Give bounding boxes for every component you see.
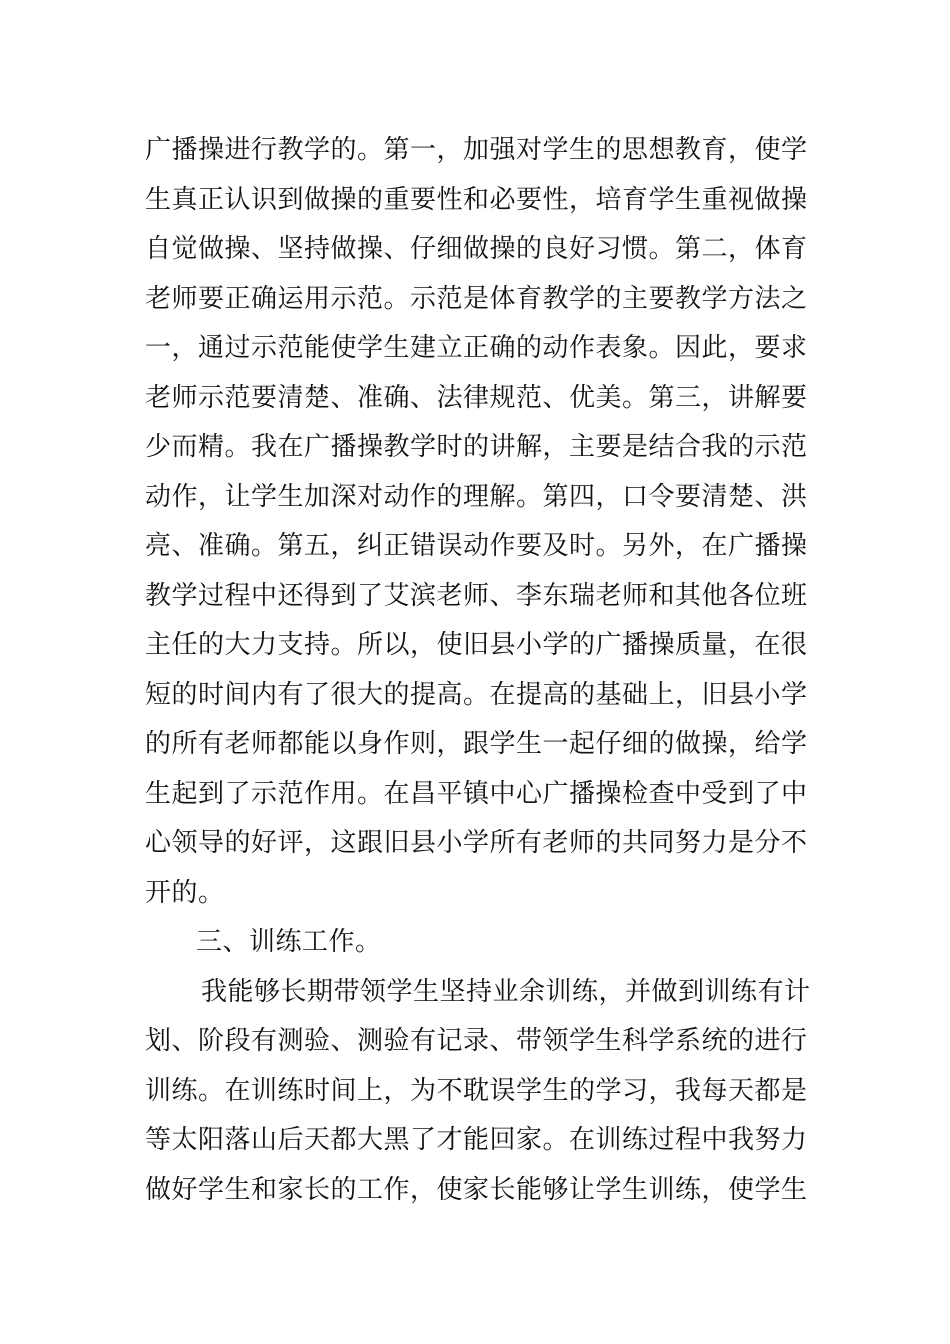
text-line: 亮、准确。第五，纠正错误动作要及时。另外，在广播操: [145, 531, 808, 561]
text-line: 我能够长期带领学生坚持业余训练，并做到训练有计: [201, 976, 811, 1007]
document-body: [145, 126, 810, 1215]
text-line: 短的时间内有了很大的提高。在提高的基础上，旧县小学: [145, 679, 808, 710]
text-line: 少而精。我在广播操教学时的讲解，主要是结合我的示范: [145, 432, 808, 462]
text-line: 老师示范要清楚、准确、法律规范、优美。第三，讲解要: [145, 382, 808, 413]
text-line: 动作，让学生加深对动作的理解。第四，口令要清楚、洪: [145, 481, 808, 512]
text-line: 自觉做操、坚持做操、仔细做操的良好习惯。第二，体育: [145, 234, 808, 264]
text-line: 等太阳落山后天都大黑了才能回家。在训练过程中我努力: [145, 1125, 808, 1155]
section-heading: 三、训练工作。: [196, 927, 382, 957]
text-line: 训练。在训练时间上，为不耽误学生的学习，我每天都是: [145, 1075, 808, 1106]
text-line: 广播操进行教学的。第一，加强对学生的思想教育，使学: [145, 135, 808, 165]
text-line: 教学过程中还得到了艾滨老师、李东瑞老师和其他各位班: [145, 580, 808, 611]
text-line: 开的。: [145, 877, 225, 908]
text-line: 心领导的好评，这跟旧县小学所有老师的共同努力是分不: [145, 828, 808, 858]
text-line: 划、阶段有测验、测验有记录、带领学生科学系统的进行: [145, 1026, 808, 1056]
text-line: 生起到了示范作用。在昌平镇中心广播操检查中受到了中: [145, 778, 808, 809]
text-line: 生真正认识到做操的重要性和必要性，培育学生重视做操: [145, 184, 808, 215]
text-line: 一，通过示范能使学生建立正确的动作表象。因此，要求: [145, 333, 808, 363]
text-line: 做好学生和家长的工作，使家长能够让学生训练，使学生: [145, 1174, 808, 1205]
text-line: 主任的大力支持。所以，使旧县小学的广播操质量，在很: [145, 630, 808, 660]
text-line: 的所有老师都能以身作则，跟学生一起仔细的做操，给学: [145, 729, 808, 759]
text-line: 老师要正确运用示范。示范是体育教学的主要教学方法之: [145, 283, 808, 314]
